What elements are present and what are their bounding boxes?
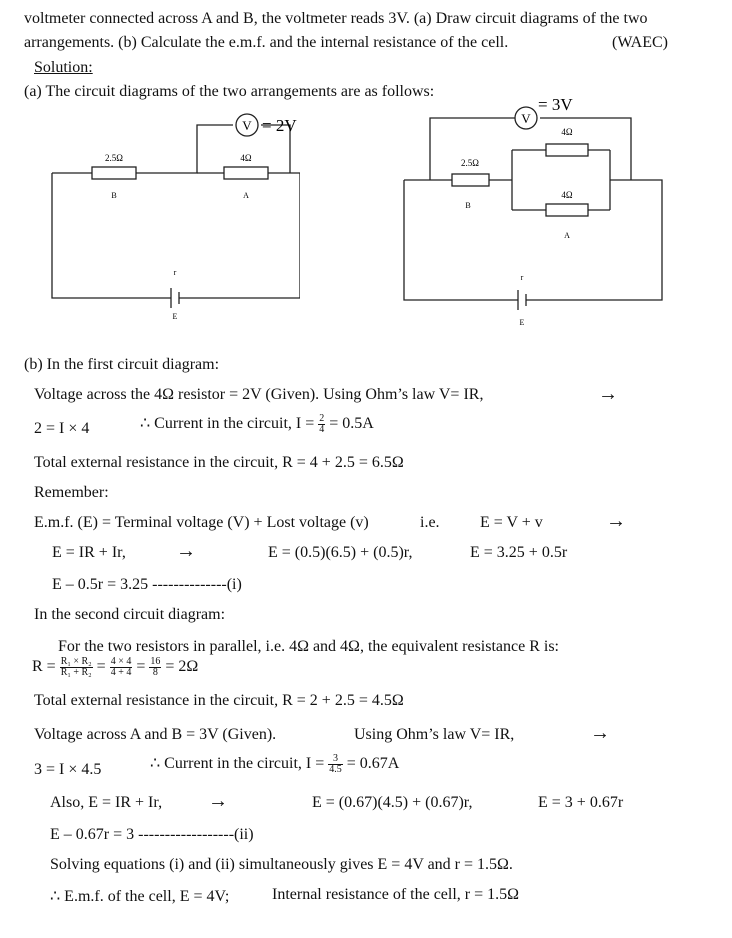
fraction <box>110 657 133 678</box>
equation-i: E – 0.5r = 3.25 --------------(i) <box>52 576 242 593</box>
cell-icon <box>171 288 179 308</box>
fraction-num: 2 <box>319 412 325 424</box>
equals: = <box>136 658 146 676</box>
arrow-icon: → <box>208 790 228 812</box>
intro-line-1: voltmeter connected across A and B, the voltmeter reads 3V. (a) Draw circuit diagrams of the two <box>24 10 648 27</box>
label-e: E <box>519 318 525 327</box>
equation-2: E = IR + Ir, <box>52 544 126 561</box>
fraction-num: 4 × 4 <box>110 656 132 667</box>
intro-line-2: arrangements. (b) Calculate the e.m.f. and the internal resistance of the cell. <box>24 34 509 51</box>
r-result: = 2Ω <box>165 658 199 676</box>
arrow-icon: → <box>606 510 626 532</box>
equals: = <box>96 658 106 676</box>
fraction-num: 16 <box>150 656 161 667</box>
current-value: = 0.5A <box>329 415 374 432</box>
label-a: A <box>564 231 570 240</box>
current-value: = 0.67A <box>346 755 400 772</box>
emf-formula: E = V + v <box>480 514 543 531</box>
voltmeter-reading: = 3V <box>538 95 573 114</box>
voltmeter-symbol: V <box>242 118 252 133</box>
equation-2-result: E = 3.25 + 0.5r <box>470 544 568 561</box>
arrow-icon: → <box>598 383 618 405</box>
label-a: A <box>243 191 249 200</box>
emf-result: ∴ E.m.f. of the cell, E = 4V; <box>50 888 230 905</box>
fraction-den: 4.5 <box>329 763 342 775</box>
text-line-3: Total external resistance in the circuit, R = 4 + 2.5 = 6.5Ω <box>34 454 404 471</box>
equation-1: 2 = I × 4 <box>34 420 90 437</box>
label-b: B <box>111 191 117 200</box>
fraction <box>328 754 343 775</box>
equation-ii: E – 0.67r = 3 ------------------(ii) <box>50 826 254 843</box>
resistor-bottom <box>546 204 588 216</box>
remember-label: Remember: <box>34 484 109 501</box>
fraction-num: 3 <box>328 754 343 765</box>
fraction <box>149 657 161 678</box>
resistor-top <box>546 144 588 156</box>
equation-4: Also, E = IR + Ir, <box>50 794 163 811</box>
equation-4-sub: E = (0.67)(4.5) + (0.67)r, <box>312 794 473 811</box>
resistance-b-label: 2.5Ω <box>105 153 123 163</box>
solution-heading: Solution: <box>34 59 93 76</box>
circuit-diagram-2 <box>400 90 670 330</box>
equation-3: 3 = I × 4.5 <box>34 761 102 778</box>
equation-2-sub: E = (0.5)(6.5) + (0.5)r, <box>268 544 413 561</box>
part-a-heading: (a) The circuit diagrams of the two arrangements are as follows: <box>24 83 435 100</box>
voltmeter-reading: = 2V <box>262 116 297 135</box>
circuit-diagram-1 <box>40 108 300 333</box>
label-r: r <box>173 268 177 277</box>
voltmeter-symbol: V <box>521 111 531 126</box>
fraction-den: 4 <box>319 423 325 435</box>
parallel-text: For the two resistors in parallel, i.e. 4Ω and 4Ω, the equivalent resistance R is: <box>58 638 559 655</box>
solving-text: Solving equations (i) and (ii) simultaneously gives E = 4V and r = 1.5Ω. <box>50 856 513 873</box>
label-e: E <box>172 312 178 321</box>
fraction-den: 8 <box>152 667 158 678</box>
cell-icon <box>518 290 526 310</box>
label-b: B <box>465 201 471 210</box>
arrow-icon: → <box>176 540 196 562</box>
fraction-den: R₁ + R₂ <box>60 667 92 678</box>
equivalent-resistance <box>32 657 198 678</box>
r-label: R = <box>32 658 56 676</box>
source-label: (WAEC) <box>612 34 668 51</box>
equation-4-result: E = 3 + 0.67r <box>538 794 624 811</box>
ie-label: i.e. <box>420 514 440 531</box>
fraction <box>318 414 325 435</box>
fraction <box>60 657 93 678</box>
part-b-heading: (b) In the first circuit diagram: <box>24 356 220 373</box>
ohms-law: Using Ohm’s law V= IR, <box>354 726 515 743</box>
resistor-b <box>92 167 136 179</box>
current-text: ∴ Current in the circuit, I = <box>140 415 315 432</box>
internal-resistance-result: Internal resistance of the cell, r = 1.5Ω <box>272 886 520 903</box>
resistance-b-label: 2.5Ω <box>461 158 479 168</box>
current-line-2 <box>150 753 399 775</box>
second-circuit-heading: In the second circuit diagram: <box>34 606 226 623</box>
current-text: ∴ Current in the circuit, I = <box>150 755 325 772</box>
current-line-1 <box>140 413 374 435</box>
resistance-a-label: 4Ω <box>240 153 252 163</box>
text-line-1: Voltage across the 4Ω resistor = 2V (Given). Using Ohm’s law V= IR, <box>34 386 484 403</box>
resistor-a <box>224 167 268 179</box>
arrow-icon: → <box>590 722 610 744</box>
resistance-top-label: 4Ω <box>561 127 573 137</box>
voltage-ab: Voltage across A and B = 3V (Given). <box>34 726 277 743</box>
label-r: r <box>520 273 524 282</box>
fraction-den: 4 + 4 <box>110 667 132 678</box>
text-line-10: Total external resistance in the circuit, R = 2 + 2.5 = 4.5Ω <box>34 692 404 709</box>
emf-definition: E.m.f. (E) = Terminal voltage (V) + Lost voltage (v) <box>34 514 369 531</box>
resistor-b <box>452 174 489 186</box>
fraction-num: R₁ × R₂ <box>60 656 92 667</box>
resistance-bottom-label: 4Ω <box>561 190 573 200</box>
